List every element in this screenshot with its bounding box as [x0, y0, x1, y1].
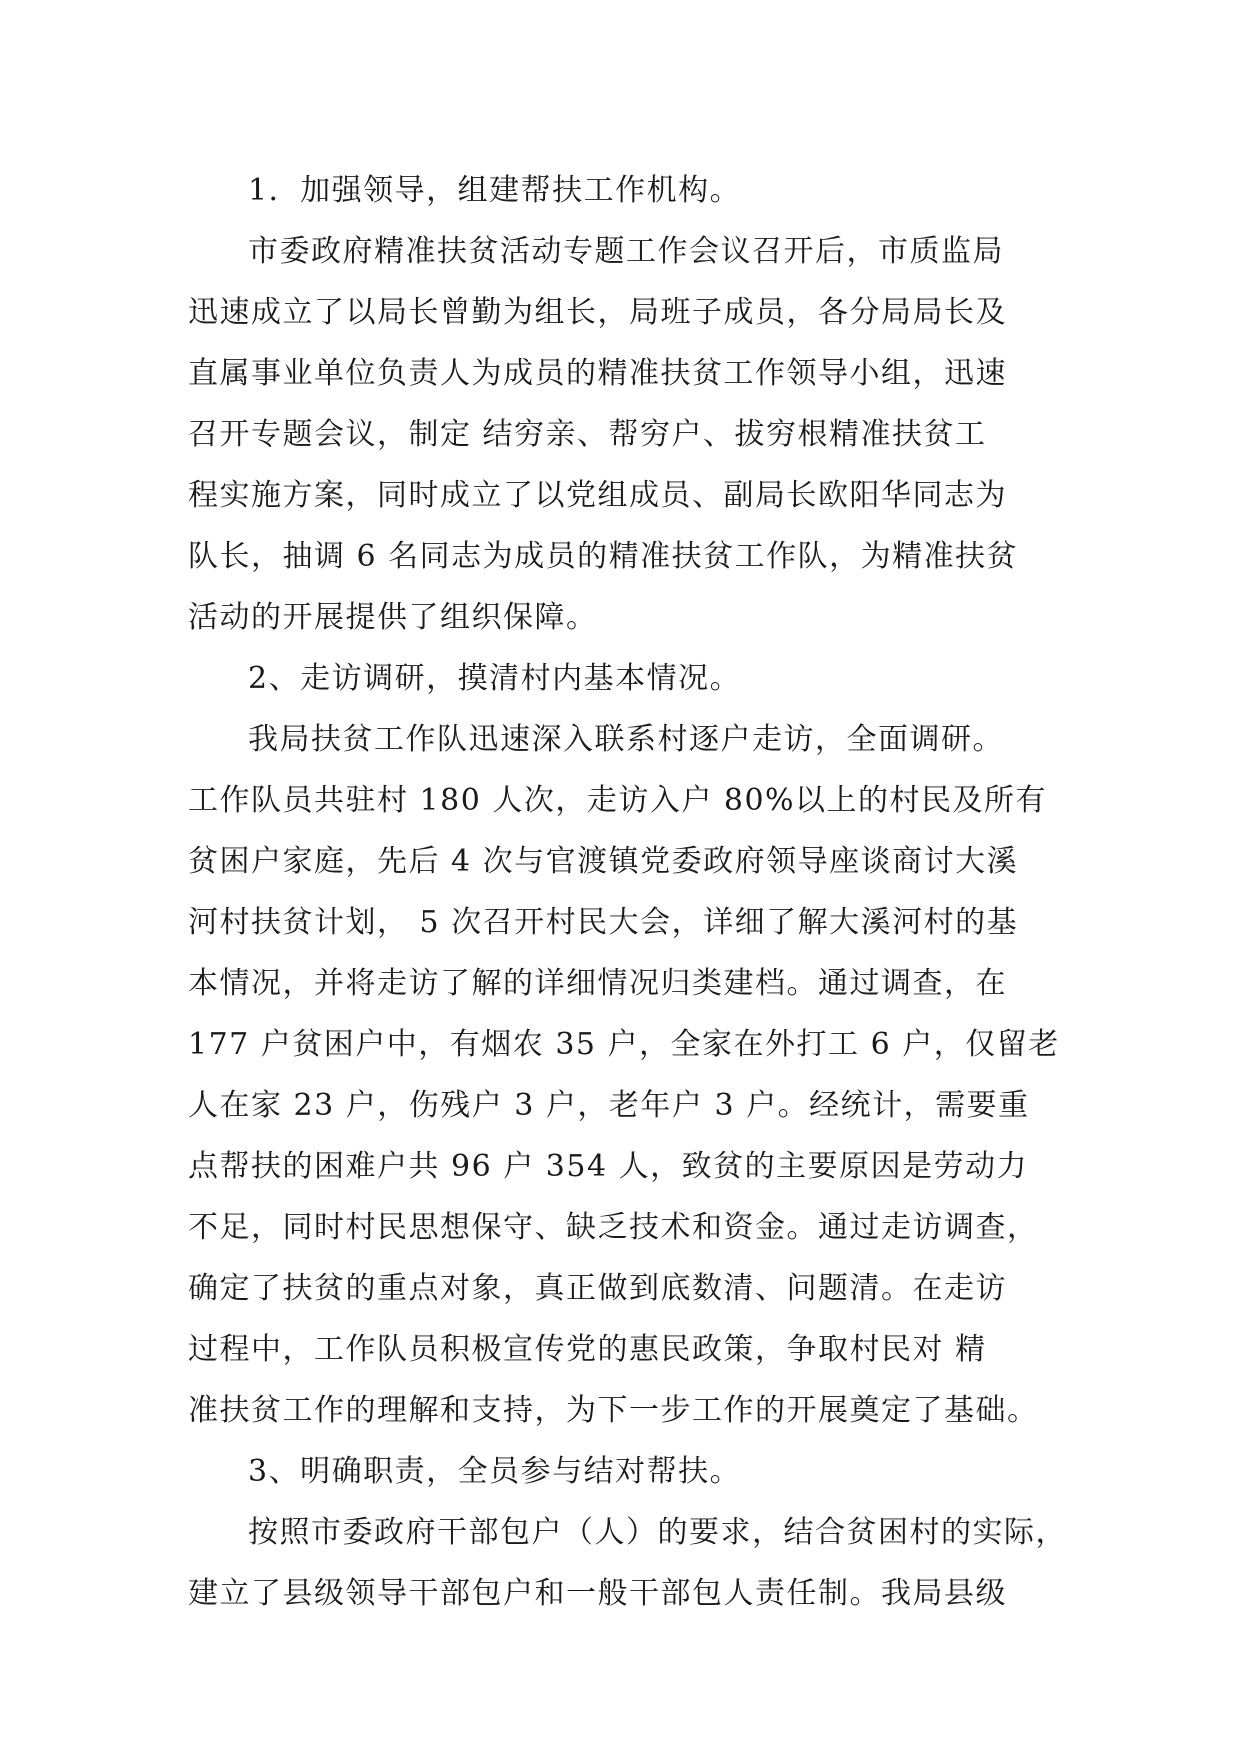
document-body [188, 160, 1067, 1624]
paragraph-line: 准扶贫工作的理解和支持，为下一步工作的开展奠定了基础。 [188, 1393, 1039, 1428]
paragraph-line: 河村扶贫计划， 5 次召开村民大会，详细了解大溪河村的基 [188, 905, 1019, 940]
paragraph-line: 我局扶贫工作队迅速深入联系村逐户走访，全面调研。 [248, 722, 1004, 757]
section-heading-3: 3、明确职责，全员参与结对帮扶。 [248, 1454, 742, 1489]
paragraph-line: 贫困户家庭，先后 4 次与官渡镇党委政府领导座谈商讨大溪 [188, 844, 1019, 879]
section-heading-2: 2、走访调研，摸清村内基本情况。 [248, 661, 742, 696]
paragraph-line: 活动的开展提供了组织保障。 [188, 600, 598, 635]
paragraph-line: 177 户贫困户中，有烟农 35 户，全家在外打工 6 户，仅留老 [188, 1027, 1060, 1062]
paragraph-line: 点帮扶的困难户共 96 户 354 人，致贫的主要原因是劳动力 [188, 1149, 1029, 1184]
paragraph-line: 迅速成立了以局长曾勤为组长，局班子成员，各分局局长及 [188, 295, 1007, 330]
paragraph-line: 市委政府精准扶贫活动专题工作会议召开后，市质监局 [248, 234, 1004, 269]
paragraph-line: 直属事业单位负责人为成员的精准扶贫工作领导小组，迅速 [188, 356, 1007, 391]
paragraph-line: 本情况，并将走访了解的详细情况归类建档。通过调查，在 [188, 966, 1007, 1001]
paragraph-line: 程实施方案，同时成立了以党组成员、副局长欧阳华同志为 [188, 478, 1007, 513]
paragraph-line: 队长，抽调 6 名同志为成员的精准扶贫工作队，为精准扶贫 [188, 539, 1019, 574]
paragraph-line: 工作队员共驻村 180 人次，走访入户 80%以上的村民及所有 [188, 783, 1048, 818]
paragraph-line: 人在家 23 户，伤残户 3 户，老年户 3 户。经统计，需要重 [188, 1088, 1030, 1123]
paragraph-line: 确定了扶贫的重点对象，真正做到底数清、问题清。在走访 [188, 1271, 1007, 1306]
paragraph-line: 不足，同时村民思想保守、缺乏技术和资金。通过走访调查， [188, 1210, 1039, 1245]
paragraph-line: 召开专题会议，制定 结穷亲、帮穷户、拔穷根精准扶贫工 [188, 417, 987, 452]
paragraph-line: 建立了县级领导干部包户和一般干部包人责任制。我局县级 [188, 1576, 1007, 1611]
paragraph-line: 按照市委政府干部包户（人）的要求，结合贫困村的实际， [248, 1515, 1067, 1550]
paragraph-line: 过程中，工作队员积极宣传党的惠民政策，争取村民对 精 [188, 1332, 987, 1367]
section-heading-1: 1．加强领导，组建帮扶工作机构。 [248, 173, 742, 208]
